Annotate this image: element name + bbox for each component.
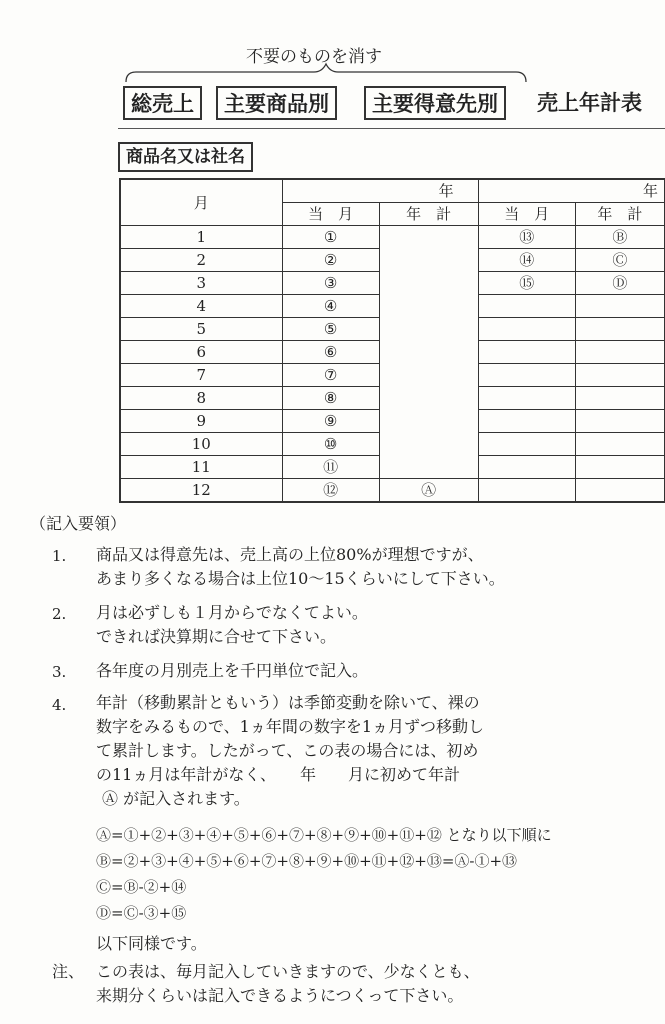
year-total-cell-1[interactable] bbox=[379, 433, 478, 456]
month-cell[interactable] bbox=[120, 479, 282, 503]
current-month-cell-1[interactable] bbox=[282, 410, 379, 433]
table-row bbox=[120, 479, 665, 503]
circled-mark: ⑩ bbox=[323, 435, 338, 453]
month-header: 月 bbox=[120, 179, 282, 226]
note-line: できれば決算期に合せて下さい。 bbox=[96, 627, 337, 646]
year-total-cell-2[interactable] bbox=[575, 249, 664, 272]
table-row bbox=[120, 364, 665, 387]
sales-table bbox=[119, 178, 665, 503]
formula-continuation: 以下同様です。 bbox=[96, 934, 207, 953]
table-row bbox=[120, 341, 665, 364]
year-total-cell-1[interactable] bbox=[379, 364, 478, 387]
month-label: 4 bbox=[196, 297, 207, 315]
option-main-products[interactable]: 主要商品別 bbox=[216, 86, 337, 120]
product-name-label: 商品名又は社名 bbox=[118, 142, 253, 172]
year-header-2: 年 bbox=[478, 179, 664, 203]
current-month-cell-2[interactable] bbox=[478, 456, 575, 479]
year-header-1: 年 bbox=[282, 179, 478, 203]
footnote-line: 来期分くらいは記入できるようにつくって下さい。 bbox=[96, 986, 464, 1005]
month-label: 2 bbox=[196, 251, 207, 269]
table-row bbox=[120, 456, 665, 479]
current-month-cell-1[interactable] bbox=[282, 479, 379, 503]
strike-instruction: 不要のものを消す bbox=[246, 47, 382, 67]
note-line: て累計します。したがって、この表の場合には、初め bbox=[96, 741, 479, 760]
current-month-cell-2[interactable] bbox=[478, 341, 575, 364]
table-row bbox=[120, 387, 665, 410]
month-cell[interactable] bbox=[120, 295, 282, 318]
year-total-cell-2[interactable] bbox=[575, 433, 664, 456]
circled-mark: Ⓐ bbox=[421, 481, 437, 499]
current-month-cell-2[interactable] bbox=[478, 364, 575, 387]
month-label: 7 bbox=[196, 366, 207, 384]
month-cell[interactable] bbox=[120, 272, 282, 295]
note-line: 数字をみるもので、1ヵ年間の数字を1ヵ月ずつ移動し bbox=[96, 717, 485, 736]
current-month-cell-1[interactable] bbox=[282, 456, 379, 479]
current-month-cell-1[interactable] bbox=[282, 364, 379, 387]
circled-mark: ⑫ bbox=[323, 481, 339, 499]
month-label: 5 bbox=[196, 320, 207, 338]
current-month-cell-2[interactable] bbox=[478, 318, 575, 341]
year-total-cell-1[interactable] bbox=[379, 479, 478, 503]
table-row bbox=[120, 226, 665, 249]
month-cell[interactable] bbox=[120, 387, 282, 410]
notes-heading: （記入要領） bbox=[30, 514, 127, 533]
year-total-cell-1[interactable] bbox=[379, 410, 478, 433]
circled-mark: ② bbox=[323, 251, 338, 269]
note-number: 2. bbox=[52, 605, 67, 623]
current-month-cell-2[interactable] bbox=[478, 226, 575, 249]
circled-mark: ⑮ bbox=[519, 274, 535, 292]
month-cell[interactable] bbox=[120, 341, 282, 364]
footnote-line: この表は、毎月記入していきますので、少なくとも、 bbox=[96, 962, 480, 981]
table-row bbox=[120, 295, 665, 318]
year-total-cell-2[interactable] bbox=[575, 295, 664, 318]
table-row bbox=[120, 249, 665, 272]
year-total-cell-1[interactable] bbox=[379, 226, 478, 249]
month-cell[interactable] bbox=[120, 410, 282, 433]
month-label: 1 bbox=[196, 228, 207, 246]
year-total-cell-2[interactable] bbox=[575, 272, 664, 295]
current-month-cell-2[interactable] bbox=[478, 387, 575, 410]
note-line: あまり多くなる場合は上位10〜15くらいにして下さい。 bbox=[96, 569, 505, 588]
table-row bbox=[120, 318, 665, 341]
month-cell[interactable] bbox=[120, 433, 282, 456]
month-cell[interactable] bbox=[120, 318, 282, 341]
year-total-cell-1[interactable] bbox=[379, 272, 478, 295]
current-month-cell-1[interactable] bbox=[282, 226, 379, 249]
current-month-cell-1[interactable] bbox=[282, 387, 379, 410]
current-month-cell-1[interactable] bbox=[282, 249, 379, 272]
formula-b: Ⓑ=②+③+④+⑤+⑥+⑦+⑧+⑨+⑩+⑪+⑫+⑬=Ⓐ-①+⑬ bbox=[96, 852, 518, 870]
note-line: 商品又は得意先は、売上高の上位80%が理想ですが、 bbox=[96, 545, 484, 564]
current-month-cell-2[interactable] bbox=[478, 410, 575, 433]
divider bbox=[118, 128, 665, 129]
circled-mark: Ⓓ bbox=[612, 274, 628, 292]
circled-mark: ⑪ bbox=[323, 458, 339, 476]
current-month-cell-1[interactable] bbox=[282, 295, 379, 318]
table-row bbox=[120, 410, 665, 433]
note-line: Ⓐ が記入されます。 bbox=[102, 789, 250, 808]
table-row bbox=[120, 433, 665, 456]
col-current-month-2: 当 月 bbox=[478, 203, 575, 226]
footnote-mark: 注、 bbox=[52, 962, 85, 981]
circled-mark: ③ bbox=[323, 274, 338, 292]
circled-mark: ⑨ bbox=[323, 412, 338, 430]
year-total-cell-2[interactable] bbox=[575, 341, 664, 364]
current-month-cell-1[interactable] bbox=[282, 433, 379, 456]
current-month-cell-2[interactable] bbox=[478, 479, 575, 503]
circled-mark: Ⓒ bbox=[612, 251, 628, 269]
month-label: 11 bbox=[191, 458, 211, 476]
current-month-cell-1[interactable] bbox=[282, 341, 379, 364]
year-total-cell-2[interactable] bbox=[575, 410, 664, 433]
month-label: 12 bbox=[191, 481, 211, 499]
note-number: 1. bbox=[52, 547, 67, 565]
circled-mark: ⑥ bbox=[323, 343, 338, 361]
current-month-cell-2[interactable] bbox=[478, 249, 575, 272]
note-line: 各年度の月別売上を千円単位で記入。 bbox=[96, 661, 369, 680]
year-total-cell-2[interactable] bbox=[575, 364, 664, 387]
year-total-cell-1[interactable] bbox=[379, 295, 478, 318]
circled-mark: Ⓑ bbox=[612, 228, 628, 246]
note-line: の11ヵ月は年計がなく、 年 月に初めて年計 bbox=[96, 765, 461, 784]
current-month-cell-1[interactable] bbox=[282, 272, 379, 295]
month-label: 10 bbox=[191, 435, 211, 453]
option-total-sales[interactable]: 総売上 bbox=[123, 86, 202, 120]
col-current-month-1: 当 月 bbox=[282, 203, 379, 226]
col-year-total-1: 年 計 bbox=[379, 203, 478, 226]
month-label: 3 bbox=[196, 274, 207, 292]
year-total-cell-2[interactable] bbox=[575, 387, 664, 410]
note-line: 年計（移動累計ともいう）は季節変動を除いて、裸の bbox=[96, 693, 480, 712]
circled-mark: ④ bbox=[323, 297, 338, 315]
circled-mark: ⑬ bbox=[519, 228, 535, 246]
current-month-cell-2[interactable] bbox=[478, 272, 575, 295]
year-total-cell-1[interactable] bbox=[379, 387, 478, 410]
month-label: 6 bbox=[196, 343, 207, 361]
note-line: 月は必ずしも１月からでなくてよい。 bbox=[96, 603, 368, 622]
formula-d: Ⓓ=Ⓒ-③+⑮ bbox=[96, 904, 187, 922]
formula-c: Ⓒ=Ⓑ-②+⑭ bbox=[96, 878, 187, 896]
month-cell[interactable] bbox=[120, 364, 282, 387]
year-total-cell-2[interactable] bbox=[575, 226, 664, 249]
year-total-cell-2[interactable] bbox=[575, 318, 664, 341]
circled-mark: ⑦ bbox=[323, 366, 338, 384]
formula-a: Ⓐ=①+②+③+④+⑤+⑥+⑦+⑧+⑨+⑩+⑪+⑫ となり以下順に bbox=[96, 826, 552, 844]
month-label: 9 bbox=[196, 412, 207, 430]
current-month-cell-2[interactable] bbox=[478, 295, 575, 318]
circled-mark: ⑤ bbox=[323, 320, 338, 338]
circled-mark: ⑧ bbox=[323, 389, 338, 407]
year-total-cell-2[interactable] bbox=[575, 479, 664, 503]
month-cell[interactable] bbox=[120, 226, 282, 249]
year-total-cell-2[interactable] bbox=[575, 456, 664, 479]
month-cell[interactable] bbox=[120, 249, 282, 272]
current-month-cell-1[interactable] bbox=[282, 318, 379, 341]
brace-bracket bbox=[0, 0, 665, 90]
year-total-cell-1[interactable] bbox=[379, 318, 478, 341]
year-total-cell-1[interactable] bbox=[379, 249, 478, 272]
table-row bbox=[120, 272, 665, 295]
year-total-cell-1[interactable] bbox=[379, 341, 478, 364]
note-number: 3. bbox=[52, 663, 67, 681]
month-label: 8 bbox=[196, 389, 207, 407]
circled-mark: ① bbox=[323, 228, 338, 246]
page-title: 売上年計表 bbox=[537, 91, 642, 115]
month-cell[interactable] bbox=[120, 456, 282, 479]
circled-mark: ⑭ bbox=[519, 251, 535, 269]
col-year-total-2: 年 計 bbox=[575, 203, 664, 226]
option-main-customers[interactable]: 主要得意先別 bbox=[364, 86, 506, 120]
note-number: 4. bbox=[52, 696, 67, 714]
year-total-cell-1[interactable] bbox=[379, 456, 478, 479]
current-month-cell-2[interactable] bbox=[478, 433, 575, 456]
